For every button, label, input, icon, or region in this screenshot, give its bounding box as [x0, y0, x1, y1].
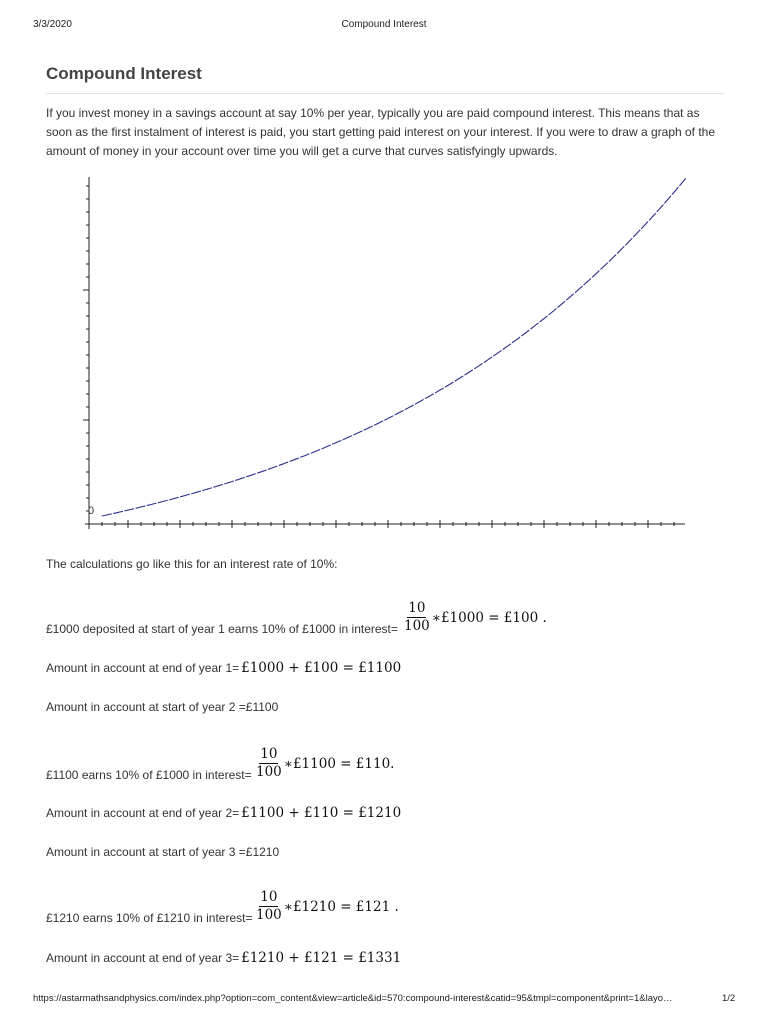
compound-interest-graph [80, 172, 692, 534]
graph-axes [83, 177, 685, 529]
print-date: 3/3/2020 [33, 19, 72, 30]
formula-result: ∗£1000 = £100 . [431, 609, 547, 626]
print-footer-url: https://astarmathsandphysics.com/index.php?option=com_content&view=article&id=570:compound-interest&catid=95&tmpl=component&print=1&layo… [33, 993, 673, 1004]
page-title: Compound Interest [46, 64, 202, 83]
title-divider [46, 93, 724, 94]
y-axis-start-label: 0 [88, 505, 95, 517]
fraction-numerator: 10 [408, 600, 426, 616]
calc-line-5 [46, 805, 401, 821]
calc-line-8-label: Amount in account at end of year 3= [46, 951, 240, 965]
calc-line-5-label: Amount in account at end of year 2= [46, 806, 240, 820]
growth-curve [102, 178, 686, 516]
calc-line-7-formula [256, 890, 399, 923]
print-footer-page: 1/2 [722, 993, 736, 1004]
calc-line-6: Amount in account at start of year 3 =£1210 [46, 845, 280, 859]
calc-line-5-math: £1100 + £110 = £1210 [241, 805, 402, 821]
calc-line-2 [46, 660, 401, 676]
calc-line-4-formula [256, 747, 394, 780]
calc-intro: The calculations go like this for an interest rate of 10%: [46, 557, 338, 571]
calc-line-8-math: £1210 + £121 = £1331 [241, 950, 402, 966]
fraction-numerator: 10 [260, 889, 278, 905]
calc-line-3: Amount in account at start of year 2 =£1100 [46, 700, 279, 714]
calc-line-4-label: £1100 earns 10% of £1000 in interest= [46, 768, 252, 782]
formula-result: ∗£1210 = £121 . [283, 898, 399, 915]
calc-line-2-math: £1000 + £100 = £1100 [241, 660, 402, 676]
formula-result: ∗£1100 = £110. [283, 755, 395, 772]
calc-line-4 [46, 730, 646, 782]
fraction-denominator: 100 [404, 618, 430, 634]
calc-line-8 [46, 950, 401, 966]
calc-line-7-label: £1210 earns 10% of £1210 in interest= [46, 911, 253, 925]
fraction-denominator: 100 [256, 907, 282, 923]
calc-line-1-label: £1000 deposited at start of year 1 earns 10% of £1000 in interest= [46, 622, 398, 636]
fraction-numerator: 10 [260, 746, 278, 762]
calc-line-7 [46, 873, 646, 925]
intro-paragraph: If you invest money in a savings account at say 10% per year, typically you are paid compound interest. This means that as soon as the first instalment of interest is paid, you start getting paid interest on your interest. If you were to draw a graph of the amount of money in your account over time you will get a curve that curves satisfyingly upwards. [46, 106, 716, 158]
print-header-title: Compound Interest [341, 19, 427, 30]
calc-line-1 [46, 584, 646, 636]
calc-line-2-label: Amount in account at end of year 1= [46, 661, 240, 675]
fraction-denominator: 100 [256, 764, 282, 780]
calc-line-1-formula [404, 601, 547, 634]
